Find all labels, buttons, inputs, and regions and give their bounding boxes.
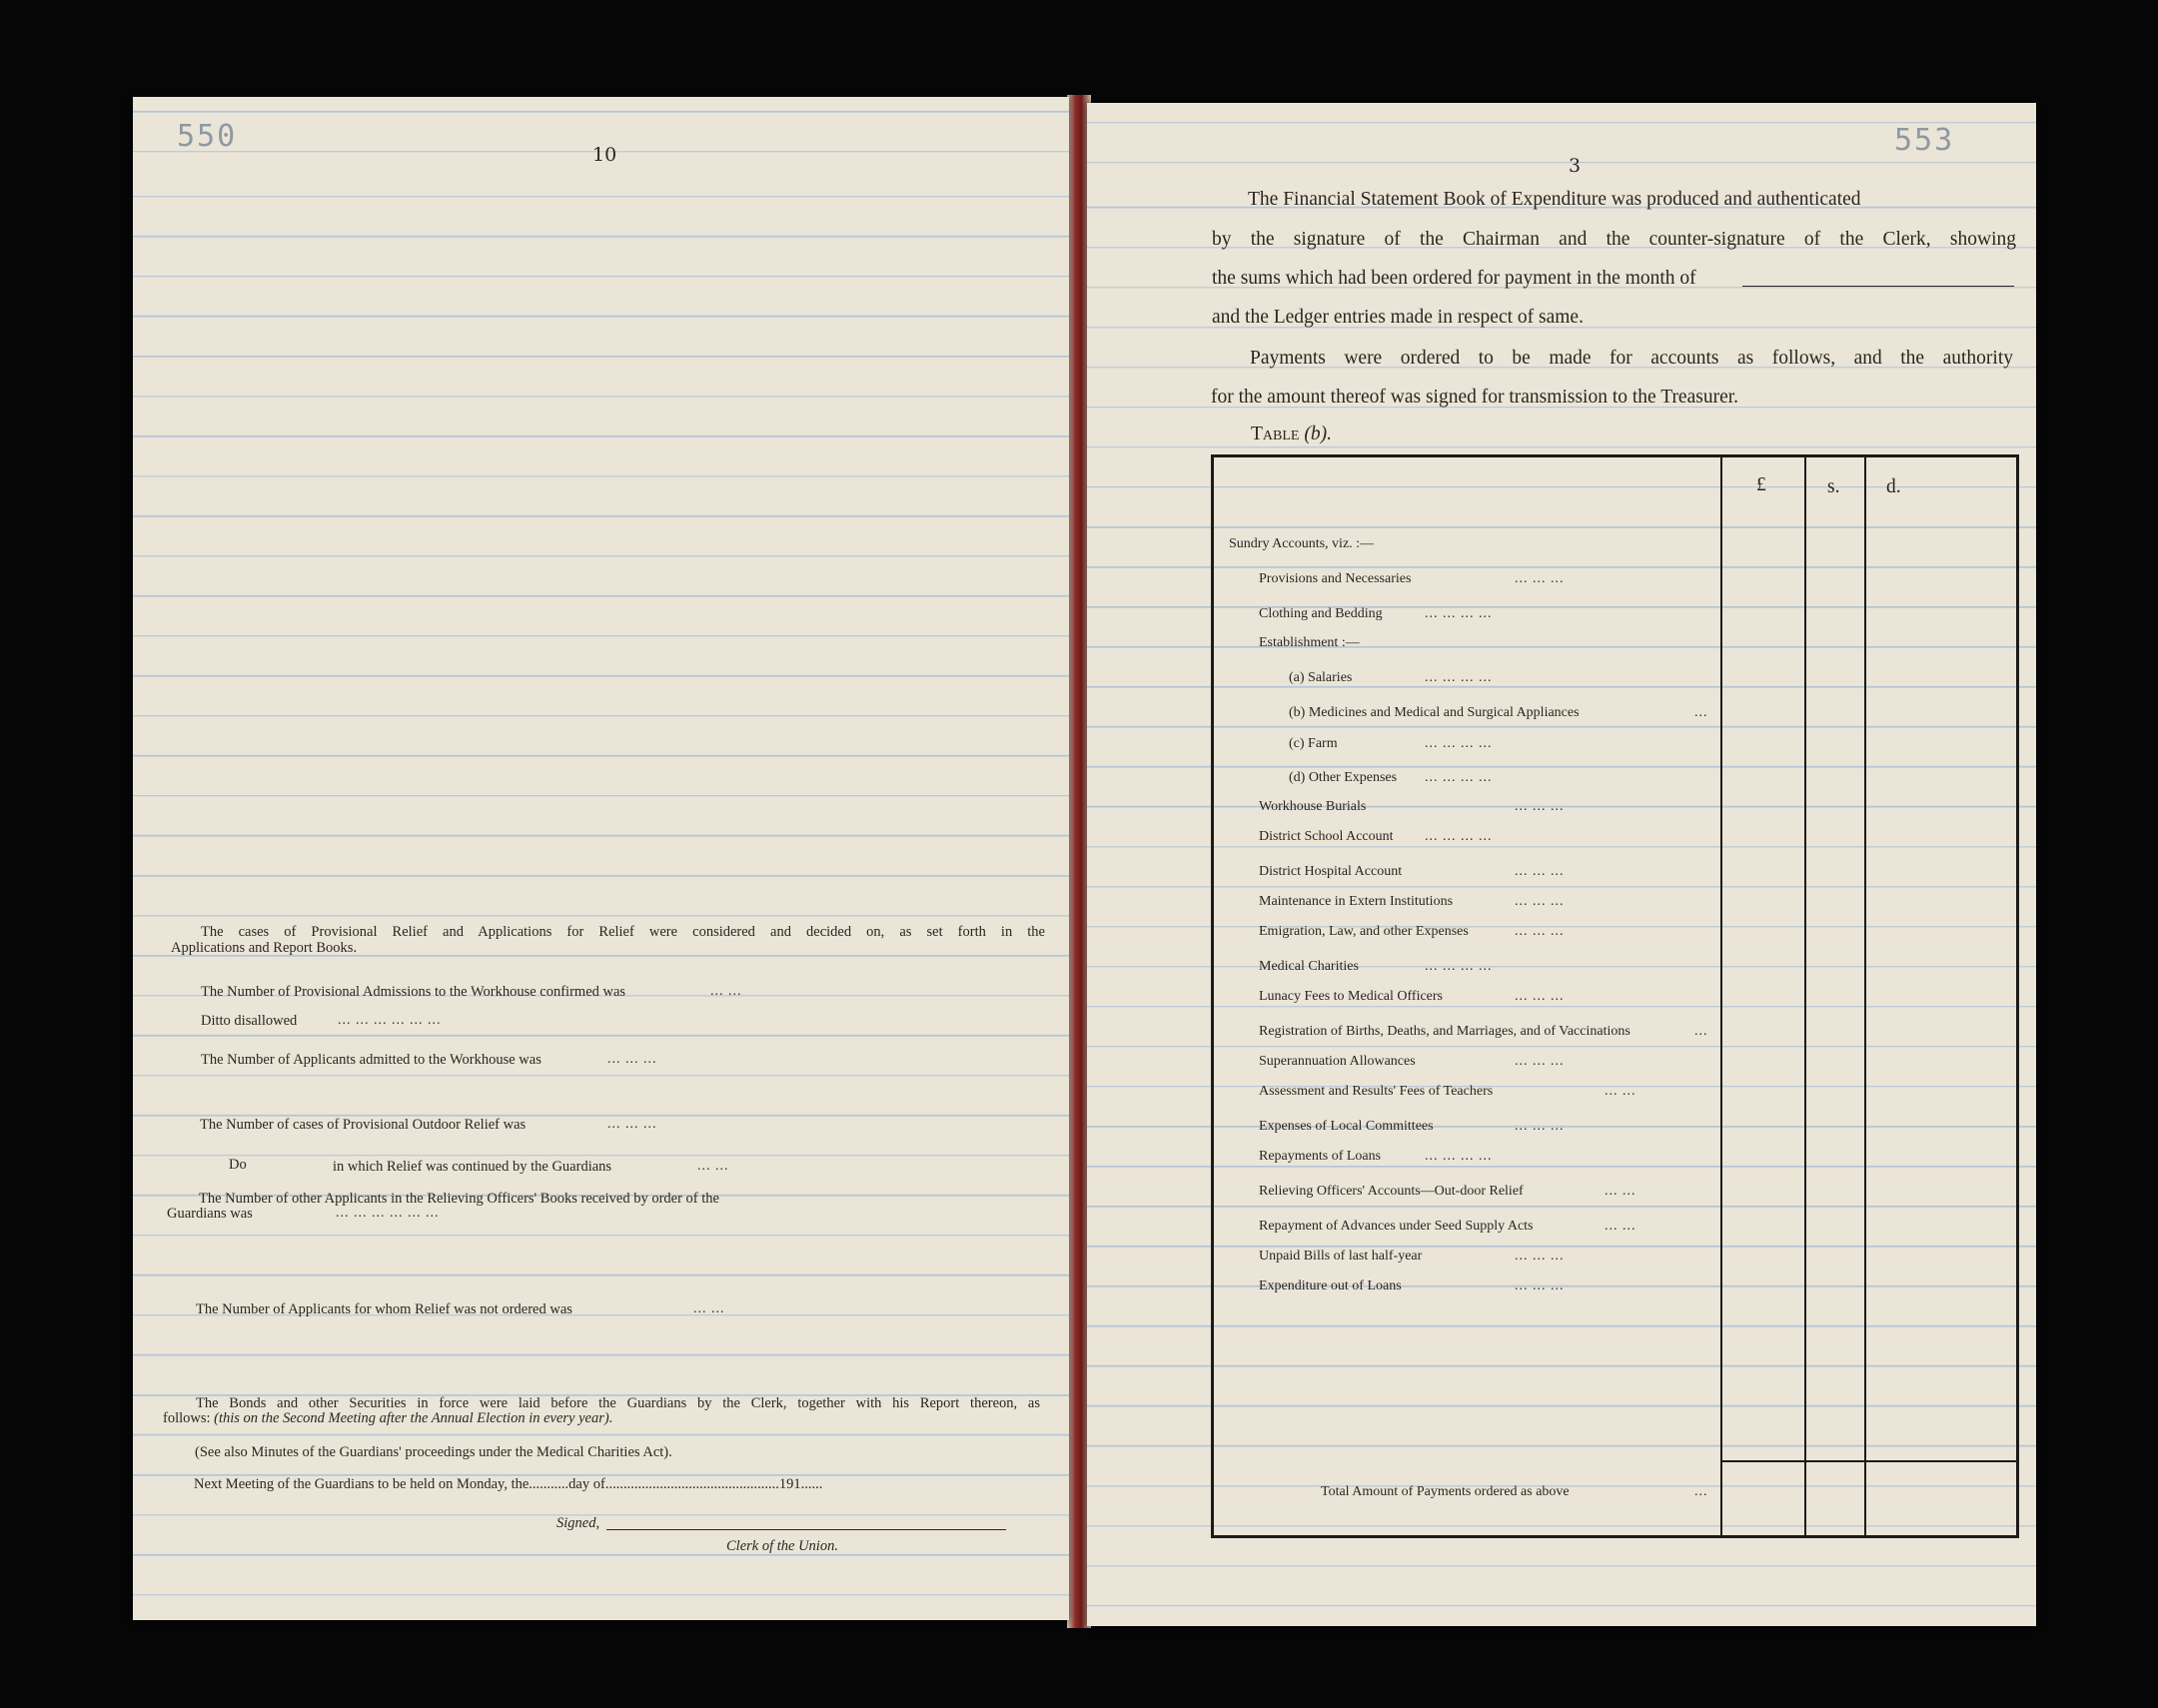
relief-not-ordered-dots: ... ... bbox=[693, 1301, 725, 1316]
row-label-provisions: Provisions and Necessaries bbox=[1259, 571, 1412, 586]
row-dots-medicines: ... bbox=[1694, 705, 1708, 720]
relief-not-ordered-label: The Number of Applicants for whom Relief was not ordered was bbox=[196, 1301, 572, 1317]
ditto-disallowed-dots: ... ... ... ... ... ... bbox=[338, 1013, 442, 1028]
paragraph1-line2: by the signature of the Chairman and the counter-signature of the Clerk, showing bbox=[1212, 229, 2016, 250]
row-label-workhouse-burials: Workhouse Burials bbox=[1259, 799, 1367, 814]
page-stamp-number: 550 bbox=[177, 119, 238, 154]
total-dots: ... bbox=[1694, 1484, 1708, 1499]
total-label: Total Amount of Payments ordered as above bbox=[1321, 1484, 1570, 1499]
row-dots-medical-charities: ... ... ... ... bbox=[1425, 959, 1493, 974]
relief-continued-dots: ... ... bbox=[697, 1159, 729, 1174]
row-dots-salaries: ... ... ... ... bbox=[1425, 670, 1493, 685]
row-label-extern-institutions: Maintenance in Extern Institutions bbox=[1259, 894, 1454, 909]
row-label-clothing: Clothing and Bedding bbox=[1259, 606, 1383, 621]
table-title-b: (b). bbox=[1304, 424, 1332, 444]
col-header-shillings: s. bbox=[1827, 476, 1840, 497]
paragraph1-line3: the sums which had been ordered for payment in the month of bbox=[1212, 268, 1696, 289]
row-label-registration: Registration of Births, Deaths, and Marriages, and of Vaccinations bbox=[1259, 1024, 1630, 1039]
total-rule bbox=[1722, 1460, 2016, 1462]
paragraph2-line2: for the amount thereof was signed for transmission to the Treasurer. bbox=[1211, 387, 1739, 408]
see-also-note: (See also Minutes of the Guardians' proceedings under the Medical Charities Act). bbox=[195, 1444, 672, 1460]
page-number: 10 bbox=[592, 144, 617, 166]
intro-line-1: The cases of Provisional Relief and Applications for Relief were considered and decided on, as set forth in the bbox=[201, 924, 1045, 940]
row-label-emigration-law: Emigration, Law, and other Expenses bbox=[1259, 924, 1469, 939]
row-dots-teachers-fees: ... ... bbox=[1605, 1084, 1636, 1099]
row-dots-provisions: ... ... ... bbox=[1515, 571, 1565, 586]
relief-continued-label: in which Relief was continued by the Guardians bbox=[333, 1159, 612, 1175]
other-applicants-dots: ... ... ... ... ... ... bbox=[336, 1206, 440, 1221]
row-label-unpaid-bills: Unpaid Bills of last half-year bbox=[1259, 1249, 1423, 1264]
row-label-relieving-officers: Relieving Officers' Accounts—Out-door Relief bbox=[1259, 1184, 1524, 1199]
page-stamp-number: 553 bbox=[1894, 123, 1955, 158]
row-dots-unpaid-bills: ... ... ... bbox=[1515, 1249, 1565, 1264]
row-label-teachers-fees: Assessment and Results' Fees of Teachers bbox=[1259, 1084, 1494, 1099]
right-page bbox=[1087, 103, 2036, 1626]
row-dots-relieving-officers: ... ... bbox=[1605, 1184, 1636, 1199]
row-dots-repayments-loans: ... ... ... ... bbox=[1425, 1149, 1493, 1164]
applicants-admitted-label: The Number of Applicants admitted to the Workhouse was bbox=[201, 1052, 541, 1068]
signature-line bbox=[606, 1529, 1006, 1530]
paragraph2-line1: Payments were ordered to be made for accounts as follows, and the authority bbox=[1250, 348, 2013, 369]
row-label-medical-charities: Medical Charities bbox=[1259, 959, 1359, 974]
row-label-superannuation: Superannuation Allowances bbox=[1259, 1054, 1416, 1069]
row-dots-registration: ... bbox=[1694, 1024, 1708, 1039]
row-dots-extern-institutions: ... ... ... bbox=[1515, 894, 1565, 909]
applicants-admitted-dots: ... ... ... bbox=[607, 1052, 657, 1067]
row-dots-farm: ... ... ... ... bbox=[1425, 736, 1493, 751]
table-right-border bbox=[2016, 454, 2019, 1538]
row-dots-district-school: ... ... ... ... bbox=[1425, 829, 1493, 844]
left-page bbox=[133, 97, 1069, 1620]
do-label: Do bbox=[229, 1157, 247, 1173]
row-dots-lunacy-fees: ... ... ... bbox=[1515, 989, 1565, 1004]
row-dots-expenditure-loans: ... ... ... bbox=[1515, 1279, 1565, 1293]
page-number: 3 bbox=[1569, 155, 1582, 177]
row-label-district-hospital: District Hospital Account bbox=[1259, 864, 1403, 879]
bonds-follows: follows: bbox=[163, 1410, 211, 1426]
provisional-admissions-label: The Number of Provisional Admissions to the Workhouse confirmed was bbox=[201, 984, 626, 1000]
row-dots-emigration-law: ... ... ... bbox=[1515, 924, 1565, 939]
provisional-admissions-dots: ... ... bbox=[710, 984, 742, 999]
outdoor-relief-dots: ... ... ... bbox=[607, 1117, 657, 1132]
paragraph1-line1: The Financial Statement Book of Expenditure was produced and authenticated bbox=[1248, 189, 1861, 210]
row-dots-clothing: ... ... ... ... bbox=[1425, 606, 1493, 621]
col-header-pence: d. bbox=[1886, 476, 1901, 497]
intro-line-2: Applications and Report Books. bbox=[171, 940, 358, 956]
col-divider-shillings bbox=[1804, 457, 1806, 1536]
col-divider-pounds bbox=[1720, 457, 1722, 1536]
signed-label: Signed, bbox=[556, 1515, 600, 1531]
row-label-other-expenses: (d) Other Expenses bbox=[1289, 770, 1398, 785]
row-label-farm: (c) Farm bbox=[1289, 736, 1338, 751]
bonds-line-1: The Bonds and other Securities in force were laid before the Guardians by the Clerk, together with his Report thereon, as bbox=[196, 1395, 1040, 1411]
row-label-sundry-accounts: Sundry Accounts, viz. :— bbox=[1229, 536, 1375, 551]
table-title: Table bbox=[1251, 424, 1300, 444]
row-label-establishment: Establishment :— bbox=[1259, 635, 1360, 650]
month-blank-line bbox=[1742, 286, 2014, 287]
row-label-lunacy-fees: Lunacy Fees to Medical Officers bbox=[1259, 989, 1444, 1004]
row-label-seed-supply: Repayment of Advances under Seed Supply Acts bbox=[1259, 1219, 1534, 1234]
table-left-border bbox=[1211, 454, 1214, 1538]
clerk-of-union: Clerk of the Union. bbox=[726, 1538, 838, 1554]
row-label-salaries: (a) Salaries bbox=[1289, 670, 1353, 685]
ditto-disallowed-label: Ditto disallowed bbox=[201, 1013, 298, 1029]
row-label-medicines: (b) Medicines and Medical and Surgical Appliances bbox=[1289, 705, 1580, 720]
other-applicants-label: The Number of other Applicants in the Relieving Officers' Books received by order of the bbox=[199, 1191, 719, 1207]
other-applicants-label-2: Guardians was bbox=[167, 1206, 253, 1222]
row-dots-local-committees: ... ... ... bbox=[1515, 1119, 1565, 1134]
bonds-note: (this on the Second Meeting after the Annual Election in every year). bbox=[214, 1410, 613, 1426]
row-dots-other-expenses: ... ... ... ... bbox=[1425, 770, 1493, 785]
row-dots-workhouse-burials: ... ... ... bbox=[1515, 799, 1565, 814]
row-dots-seed-supply: ... ... bbox=[1605, 1219, 1636, 1234]
row-label-district-school: District School Account bbox=[1259, 829, 1394, 844]
col-header-pounds: £ bbox=[1756, 474, 1766, 495]
row-label-expenditure-loans: Expenditure out of Loans bbox=[1259, 1279, 1402, 1293]
col-divider-pence bbox=[1864, 457, 1866, 1536]
table-bottom-border bbox=[1211, 1535, 2019, 1538]
row-dots-superannuation: ... ... ... bbox=[1515, 1054, 1565, 1069]
table-top-border bbox=[1211, 454, 2018, 457]
row-dots-district-hospital: ... ... ... bbox=[1515, 864, 1565, 879]
outdoor-relief-label: The Number of cases of Provisional Outdoor Relief was bbox=[200, 1117, 527, 1133]
paragraph1-line4: and the Ledger entries made in respect of same. bbox=[1212, 307, 1584, 328]
row-label-local-committees: Expenses of Local Committees bbox=[1259, 1119, 1434, 1134]
next-meeting-line: Next Meeting of the Guardians to be held on Monday, the...........day of................................................191...... bbox=[194, 1476, 823, 1492]
row-label-repayments-loans: Repayments of Loans bbox=[1259, 1149, 1382, 1164]
